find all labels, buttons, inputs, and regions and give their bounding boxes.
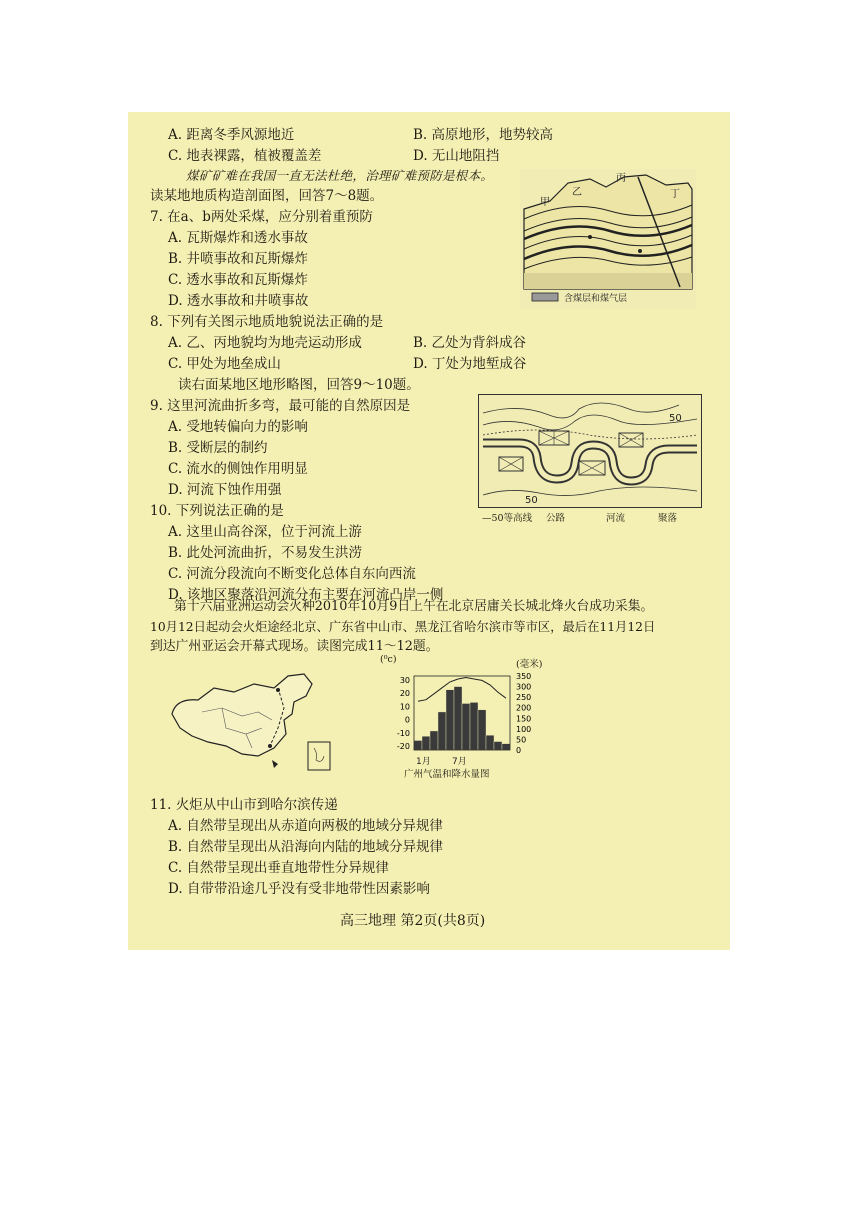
contour-label-top: 50 [669, 413, 682, 424]
geology-legend-text: 含煤层和煤气层 [564, 294, 628, 304]
precip-bar [502, 744, 510, 750]
precip-bar [486, 735, 494, 750]
q9-option-a: A. 受地转偏向力的影响 [168, 419, 308, 435]
temp-tick-label: 10 [399, 702, 410, 712]
month-label-jul: 7月 [452, 757, 467, 767]
intro-11-12-line2: 10月12日起动会火炬途经北京、广东省中山市、黑龙江省哈尔滨市等市区，最后在11月12日 [150, 620, 656, 634]
q10-stem: 10. 下列说法正确的是 [150, 503, 284, 519]
china-map [162, 668, 342, 776]
temp-tick-label: -20 [396, 742, 410, 751]
q9-option-d: D. 河流下蚀作用强 [168, 482, 282, 498]
label-yi: 乙 [572, 187, 582, 198]
q8-option-b: B. 乙处为背斜成谷 [413, 335, 527, 351]
precip-bar [494, 742, 502, 750]
precip-tick-label: 50 [516, 735, 527, 745]
q9-option-c: C. 流水的侧蚀作用明显 [168, 461, 308, 477]
q6-option-b: B. 高原地形，地势较高 [413, 127, 554, 143]
page-footer: 高三地理 第2页(共8页) [340, 913, 486, 929]
precip-tick-label: 350 [516, 672, 532, 681]
q8-stem: 8. 下列有关图示地质地貌说法正确的是 [150, 314, 384, 330]
intro-7-8-line1: 煤矿矿难在我国一直无法杜绝，治理矿难预防是根本。 [186, 168, 494, 183]
geology-diagram [520, 169, 696, 309]
precip-tick-label: 250 [516, 693, 532, 703]
guangzhou-climate-chart [380, 650, 560, 780]
q7-option-c: C. 透水事故和瓦斯爆炸 [168, 272, 308, 288]
precip-tick-label: 0 [516, 746, 522, 755]
intro-7-8-line2: 读某地地质构造剖面图，回答7～8题。 [150, 188, 384, 204]
precip-bar [462, 703, 470, 750]
q6-option-a: A. 距离冬季风源地近 [168, 127, 295, 143]
q9-option-b: B. 受断层的制约 [168, 440, 268, 456]
q7-option-b: B. 井喷事故和瓦斯爆炸 [168, 251, 309, 267]
geology-cross-section [520, 169, 696, 309]
river-legend-settlement: 聚落 [658, 513, 678, 524]
q11-stem: 11. 火炬从中山市到哈尔滨传递 [150, 797, 338, 813]
q8-option-a: A. 乙、丙地貌均为地壳运动形成 [168, 335, 362, 351]
temp-tick-label: 0 [404, 715, 410, 725]
intro-11-12-line1: 第十六届亚洲运动会火种2010年10月9日上午在北京居庸关长城北烽火台成功采集。 [174, 599, 654, 614]
precip-unit-label: (毫米) [516, 659, 543, 670]
precip-bar [454, 687, 462, 750]
label-ding: 丁 [670, 189, 680, 200]
temp-tick-label: -10 [396, 728, 410, 738]
precip-bar [422, 736, 430, 750]
q8-option-c: C. 甲处为地垒成山 [168, 356, 281, 372]
temp-tick-label: 30 [399, 676, 410, 685]
intro-11-12-line3: 到达广州亚运会开幕式现场。读图完成11～12题。 [150, 639, 439, 654]
q10-option-c: C. 河流分段流向不断变化总体自东向西流 [168, 566, 416, 582]
temp-unit-label: (⁰c) [380, 654, 397, 665]
precip-tick-label: 100 [516, 724, 532, 734]
q11-option-a: A. 自然带呈现出从赤道向两极的地域分异规律 [168, 818, 443, 834]
precip-bar [478, 710, 486, 750]
precip-bar [430, 731, 438, 750]
contour-label-bottom: 50 [525, 495, 538, 506]
q11-option-d: D. 自带带沿途几乎没有受非地带性因素影响 [168, 881, 430, 897]
precip-bar [414, 740, 422, 750]
river-legend-contour: —50等高线 [482, 513, 533, 524]
exam-page [128, 112, 730, 950]
q6-option-d: D. 无山地阻挡 [413, 148, 500, 164]
climate-chart-caption: 广州气温和降水量图 [404, 769, 490, 780]
q10-option-b: B. 此处河流曲折，不易发生洪涝 [168, 545, 363, 561]
river-terrain-map [478, 394, 702, 508]
precip-tick-label: 300 [516, 682, 532, 692]
q6-option-c: C. 地表裸露，植被覆盖差 [168, 148, 322, 164]
river-legend-road: 公路 [546, 513, 566, 524]
q9-stem: 9. 这里河流曲折多弯，最可能的自然原因是 [150, 398, 411, 414]
q10-option-d: D. 该地区聚落沿河流分布主要在河流凸岸一侧 [168, 587, 444, 603]
q8-option-d: D. 丁处为地堑成谷 [413, 356, 527, 372]
precip-bar [438, 712, 446, 750]
precip-bar [446, 690, 454, 750]
precip-tick-label: 150 [516, 714, 532, 724]
q7-stem: 7. 在a、b两处采煤，应分别着重预防 [150, 209, 373, 225]
temp-tick-label: 20 [399, 689, 410, 699]
intro-9-10: 读右面某地区地形略图，回答9～10题。 [178, 377, 420, 393]
q7-option-d: D. 透水事故和井喷事故 [168, 293, 309, 309]
q10-option-a: A. 这里山高谷深，位于河流上游 [168, 524, 362, 540]
month-label-jan: 1月 [416, 757, 431, 767]
precip-tick-label: 200 [516, 703, 532, 713]
precip-bar [470, 702, 478, 750]
q11-option-c: C. 自然带呈现出垂直地带性分异规律 [168, 860, 389, 876]
q7-option-a: A. 瓦斯爆炸和透水事故 [168, 230, 308, 246]
label-bing: 丙 [616, 173, 626, 184]
river-legend-river: 河流 [606, 513, 626, 524]
q11-option-b: B. 自然带呈现出从沿海向内陆的地域分异规律 [168, 839, 444, 855]
label-jia: 甲 [540, 197, 550, 208]
